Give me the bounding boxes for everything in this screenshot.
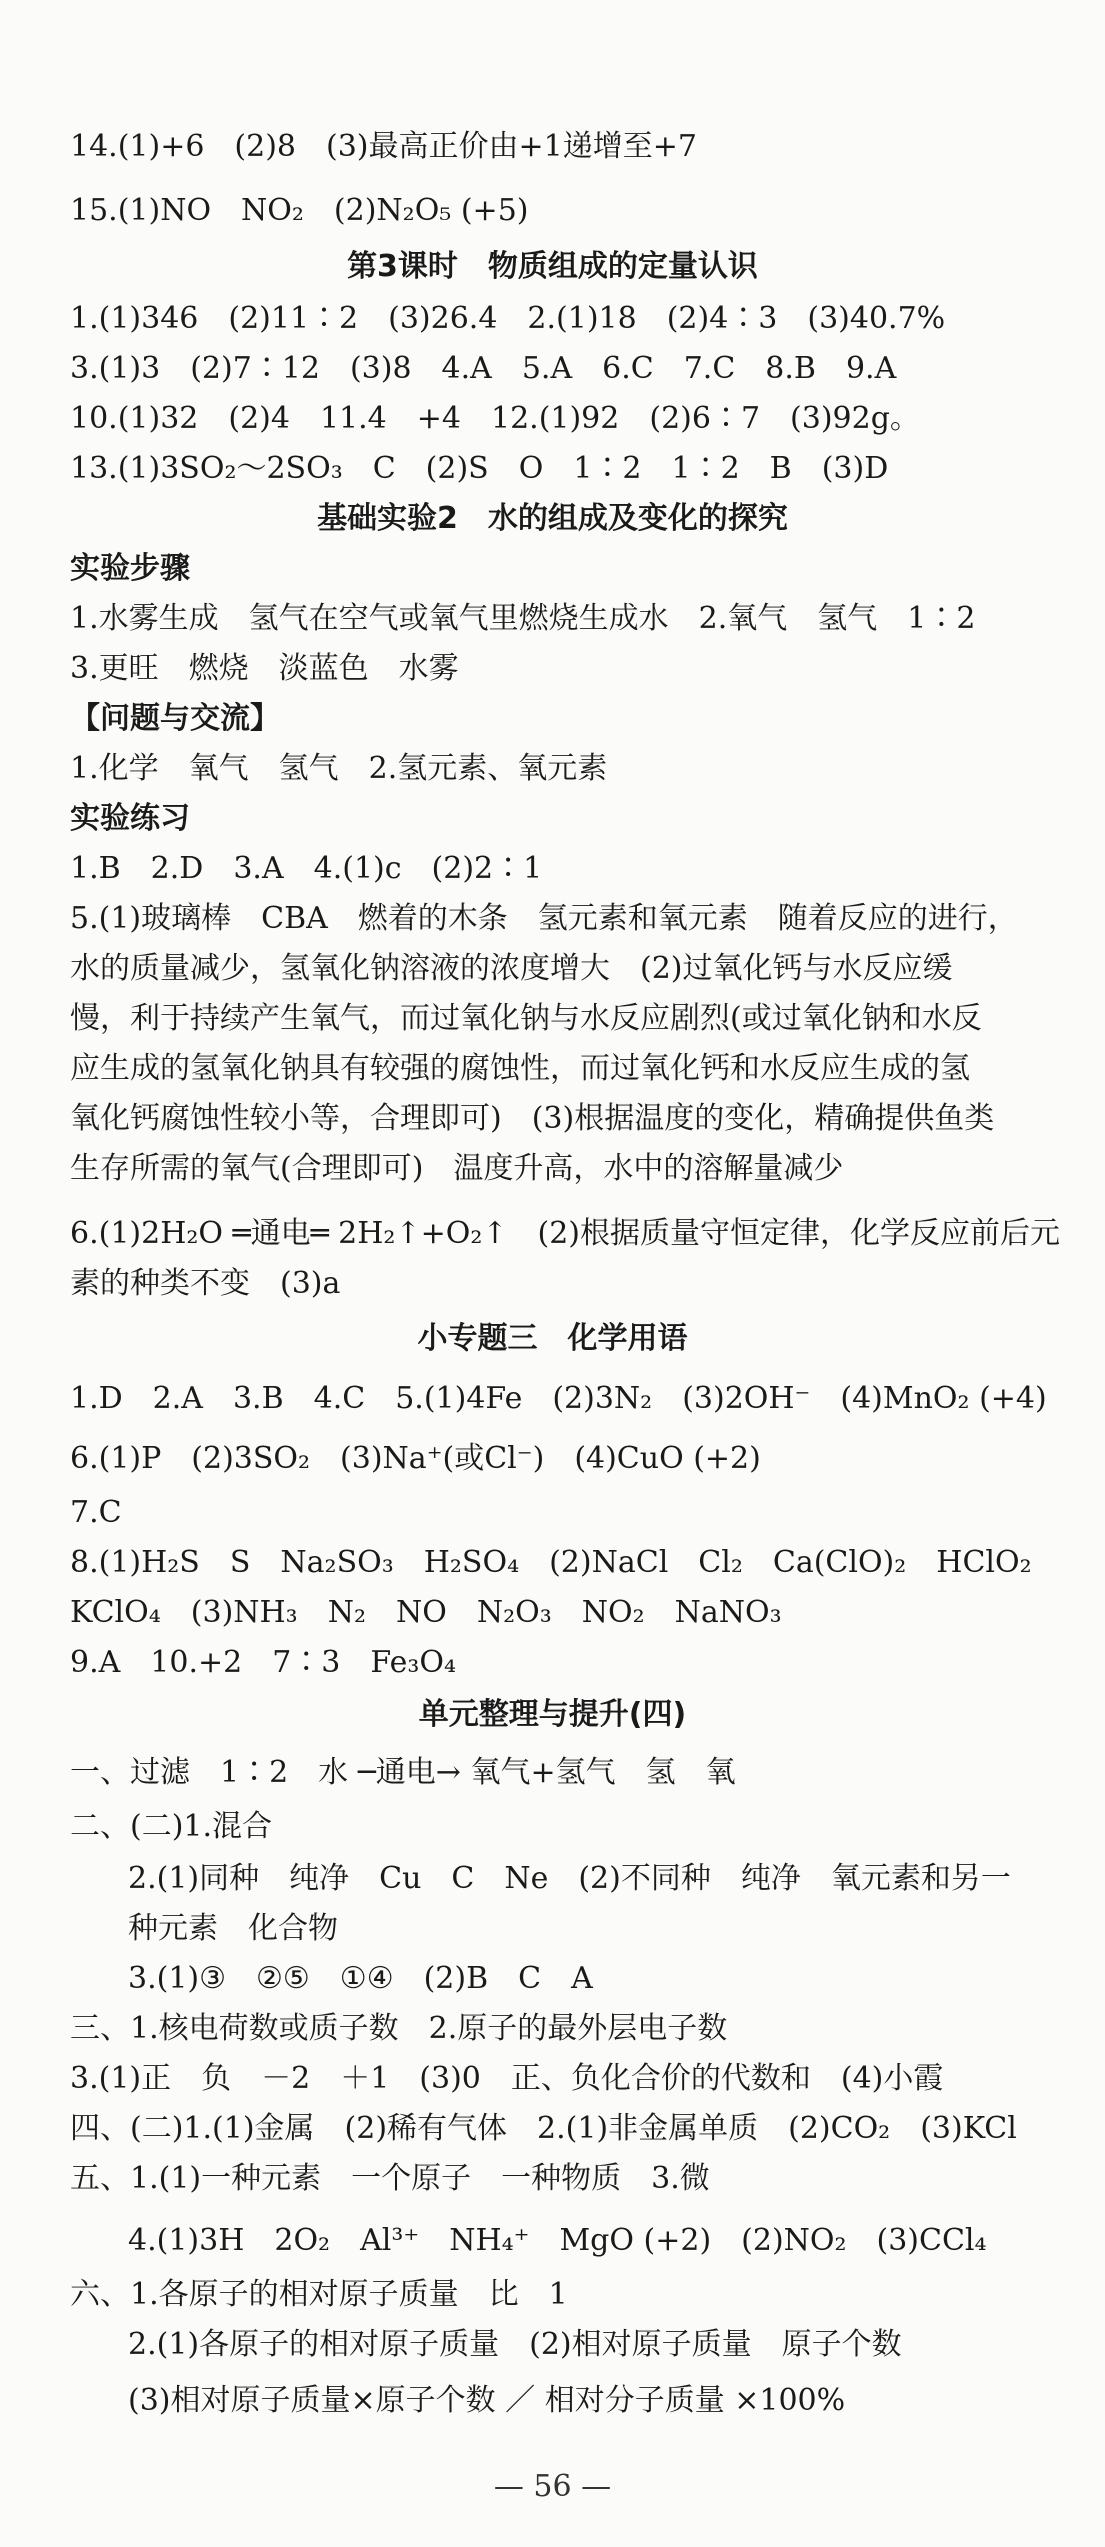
- section-title: 第3课时 物质组成的定量认识: [347, 249, 758, 284]
- subsection-header: 实验步骤: [70, 551, 190, 586]
- answer-line: 素的种类不变 (3)a: [70, 1266, 341, 1301]
- answer-line: 4.(1)3H 2O₂ Al³⁺ NH₄⁺ MgO (+2) (2)NO₂ (3)CCl₄: [128, 2223, 987, 2258]
- answer-line: 种元素 化合物: [128, 1911, 338, 1946]
- answer-line: 3.更旺 燃烧 淡蓝色 水雾: [70, 651, 459, 686]
- answer-line: 四、(二)1.(1)金属 (2)稀有气体 2.(1)非金属单质 (2)CO₂ (3)KCl: [70, 2111, 1017, 2146]
- answer-line: 水的质量减少，氢氧化钠溶液的浓度增大 (2)过氧化钙与水反应缓: [70, 951, 953, 986]
- answer-line: 慢，利于持续产生氧气，而过氧化钠与水反应剧烈(或过氧化钠和水反: [70, 1001, 982, 1036]
- section-title: 单元整理与提升(四): [418, 1697, 687, 1732]
- section-title: 基础实验2 水的组成及变化的探究: [317, 501, 788, 536]
- page-number: — 56 —: [493, 2469, 612, 2504]
- answer-line: 应生成的氢氧化钠具有较强的腐蚀性，而过氧化钙和水反应生成的氢: [70, 1051, 970, 1086]
- answer-line: 8.(1)H₂S S Na₂SO₃ H₂SO₄ (2)NaCl Cl₂ Ca(ClO)₂ HClO₂: [70, 1545, 1032, 1580]
- answer-line: 二、(二)1.混合: [70, 1809, 273, 1844]
- answer-line: 1.(1)346 (2)11∶2 (3)26.4 2.(1)18 (2)4∶3 (3)40.7%: [70, 301, 946, 336]
- answer-line: 5.(1)玻璃棒 CBA 燃着的木条 氢元素和氧元素 随着反应的进行，: [70, 901, 1018, 936]
- answer-line: (3)相对原子质量×原子个数 ／ 相对分子质量 ×100%: [128, 2383, 846, 2418]
- answer-line: 生存所需的氧气(合理即可) 温度升高，水中的溶解量减少: [70, 1151, 844, 1186]
- answer-line: 2.(1)各原子的相对原子质量 (2)相对原子质量 原子个数: [128, 2327, 902, 2362]
- answer-line: 7.C: [70, 1495, 122, 1530]
- answer-line: 氧化钙腐蚀性较小等，合理即可) (3)根据温度的变化，精确提供鱼类: [70, 1101, 995, 1136]
- answer-line: 2.(1)同种 纯净 Cu C Ne (2)不同种 纯净 氧元素和另一: [128, 1861, 1011, 1896]
- answer-line: 三、1.核电荷数或质子数 2.原子的最外层电子数: [70, 2011, 728, 2046]
- subsection-header: 【问题与交流】: [70, 701, 280, 736]
- answer-line: 10.(1)32 (2)4 11.4 +4 12.(1)92 (2)6∶7 (3)92g。: [70, 401, 920, 436]
- answer-line: 14.(1)+6 (2)8 (3)最高正价由+1递增至+7: [70, 129, 697, 164]
- answer-line: 1.水雾生成 氢气在空气或氧气里燃烧生成水 2.氧气 氢气 1∶2: [70, 601, 976, 636]
- answer-line: 15.(1)NO NO₂ (2)N₂O₅ (+5): [70, 193, 529, 228]
- answer-line: 一、过滤 1∶2 水 ─通电→ 氧气+氢气 氢 氧: [70, 1755, 736, 1790]
- answer-line: 3.(1)③ ②⑤ ①④ (2)B C A: [128, 1961, 593, 1996]
- answer-line: 9.A 10.+2 7∶3 Fe₃O₄: [70, 1645, 456, 1680]
- answer-line: 13.(1)3SO₂～2SO₃ C (2)S O 1∶2 1∶2 B (3)D: [70, 451, 889, 486]
- answer-line: KClO₄ (3)NH₃ N₂ NO N₂O₃ NO₂ NaNO₃: [70, 1595, 782, 1630]
- answer-line: 六、1.各原子的相对原子质量 比 1: [70, 2277, 568, 2312]
- answer-line: 6.(1)2H₂O ═通电═ 2H₂↑+O₂↑ (2)根据质量守恒定律，化学反应前后元: [70, 1216, 1060, 1251]
- section-title: 小专题三 化学用语: [417, 1321, 688, 1356]
- answer-line: 1.D 2.A 3.B 4.C 5.(1)4Fe (2)3N₂ (3)2OH⁻ (4)MnO₂ (+4): [70, 1381, 1047, 1416]
- answer-line: 五、1.(1)一种元素 一个原子 一种物质 3.微: [70, 2161, 710, 2196]
- answer-line: 1.B 2.D 3.A 4.(1)c (2)2∶1: [70, 851, 543, 886]
- subsection-header: 实验练习: [70, 801, 190, 836]
- answer-line: 6.(1)P (2)3SO₂ (3)Na⁺(或Cl⁻) (4)CuO (+2): [70, 1441, 761, 1476]
- answer-line: 3.(1)正 负 －2 ＋1 (3)0 正、负化合价的代数和 (4)小霞: [70, 2061, 944, 2096]
- answer-line: 1.化学 氧气 氢气 2.氢元素、氧元素: [70, 751, 608, 786]
- answer-line: 3.(1)3 (2)7∶12 (3)8 4.A 5.A 6.C 7.C 8.B 9.A: [70, 351, 897, 386]
